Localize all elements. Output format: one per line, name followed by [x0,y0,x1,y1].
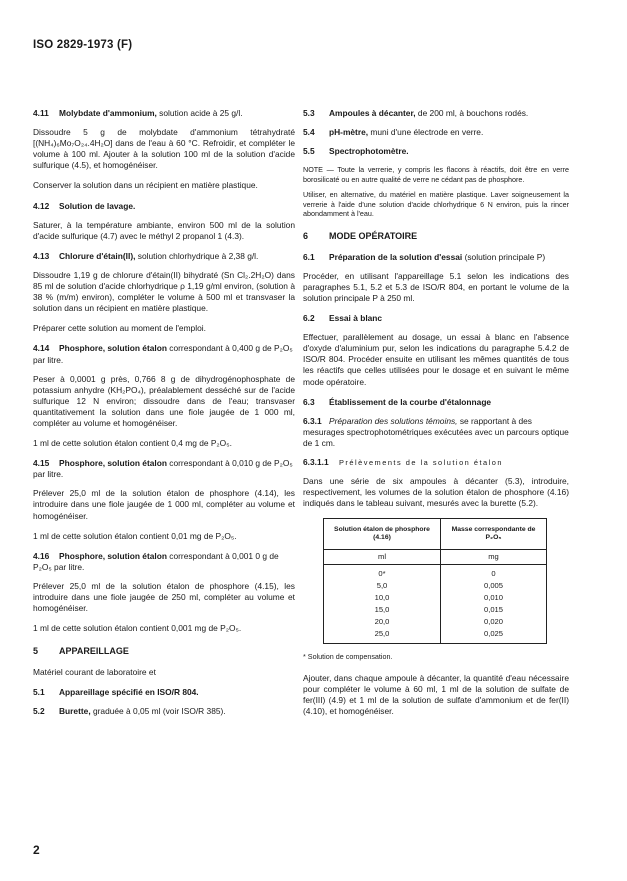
table-cell: 0,015 [484,605,504,615]
section-6-3-1-1-paragraph: Dans une série de six ampoules à décanter (5.3), introduire, respectivement, les volumes de la solution étalon de phosphore (4.16) indiqués dans le tableau suivant, mesurés avec la burette (5.2). [303,476,569,509]
section-4-14-paragraph: Peser à 0,0001 g près, 0,766 8 g de dihydrogénophosphate de potassium anhydre (KH₂PO₄), préalablement desséché sur de l'acide sulfurique 12 N environ; dissoudre dans de l'eau; transvaser quantitativement la solution dans une fiole jaugée de 1 000 ml, compléter au volume et homogénéiser. [33,373,295,428]
table-cell: 0,010 [484,593,504,603]
section-5-4-heading: 5.4 pH-mètre, muni d'une électrode en verre. [303,127,484,138]
table-unit-mass: mg [441,550,547,565]
section-6-3-heading: 6.3 Établissement de la courbe d'étalonnage [303,396,492,407]
section-4-11-paragraph: Conserver la solution dans un récipient en matière plastique. [33,180,258,191]
table-unit-volume: ml [324,550,441,565]
page-number: 2 [33,843,40,857]
section-4-12-heading: 4.12 Solution de lavage. [33,200,136,211]
left-column [33,108,295,725]
section-4-12-paragraph: Saturer, à la température ambiante, environ 500 ml de la solution d'acide sulfurique (4.7) avec le méthyl 2 propanol 1 (4.3). [33,219,295,241]
section-5-5-heading: 5.5 Spectrophotomètre. [303,146,409,157]
section-5-3-heading: 5.3 Ampoules à décanter, de 200 ml, à bouchons rodés. [303,108,529,118]
section-6-heading: 6 MODE OPÉRATOIRE [303,230,418,241]
section-4-11-paragraph: Dissoudre 5 g de molybdate d'ammonium tétrahydraté [(NH₄)₆Mo₇O₂₄.4H₂O] dans de l'eau à 60 °C. Refroidir, et compléter le volume à 100 ml. Ajouter à la solution 100 ml de la solution d'acide sulfurique (4.5), et homogénéiser. [33,127,295,171]
section-4-13-heading: 4.13 Chlorure d'étain(II), solution chlorhydrique à 2,38 g/l. [33,250,259,261]
section-6-2-heading: 6.2 Essai à blanc [303,313,383,324]
section-6-1-heading: 6.1 Préparation de la solution d'essai (solution principale P) [303,251,546,262]
section-4-13-paragraph: Dissoudre 1,19 g de chlorure d'étain(II) bihydraté (Sn Cl₂.2H₂O) dans 85 ml de solution d'acide chlorhydrique ρ 1,19 g/ml environ, (solution à 38 % (m/m) environ), compléter le volume à 500 ml et transvaser la solution dans un récipient en matière plastique. [33,269,295,314]
table-footnote: * Solution de compensation. [303,652,393,662]
note-paragraph: NOTE — Toute la verrerie, y compris les flacons à réactifs, doit être en verre borosilicaté ou en autre qualité de verre ne cédant pas de phosphore. [303,165,569,184]
section-5-paragraph: Matériel courant de laboratoire et [33,667,156,678]
table-cell: 0,020 [484,617,504,627]
section-4-14-paragraph: 1 ml de cette solution étalon contient 0,4 mg de P₂O₅. [33,438,232,449]
final-paragraph: Ajouter, dans chaque ampoule à décanter, la quantité d'eau nécessaire pour compléter le volume à 60 ml, 1 ml de la solution de sulfate de fer(III) (4.9) et 1 ml de la solution de sulfate d'ammonium et de fer(II) (4.10), et homogénéiser. [303,672,569,717]
table-cell: 25,0 [374,629,390,639]
section-4-15-paragraph: 1 ml de cette solution étalon contient 0,01 mg de P₂O₅. [33,530,237,541]
section-4-16-heading: 4.16 Phosphore, solution étalon correspondant à 0,001 0 g de P₂O₅ par litre. [33,550,279,572]
table-header-mass: Masse correspondante de P₂O₅ [441,519,547,550]
section-5-1-heading: 5.1 Appareillage spécifié en ISO/R 804. [33,687,199,698]
section-4-11-heading: 4.11 Molybdate d'ammonium, solution acide à 25 g/l. [33,108,243,118]
section-6-3-1-heading: 6.3.1 Préparation des solutions témoins, se rapportant à des mesurages spectrophotométriques exécutées avec un parcours optique de 1 cm. [303,415,569,448]
section-6-2-paragraph: Effectuer, parallèlement au dosage, un essai à blanc en l'absence d'oxyde d'aluminium pur, selon les indications du paragraphe 5.4.2 de ISO/R 804. Procéder ensuite en utilisant les mêmes quantités de tous les réactifs que celles utilisées pour le dosage et en suivant le même mode opératoire. [303,332,569,387]
table-cell: 0* [378,569,386,579]
table-header-volume: Solution étalon de phosphore (4.16) [324,519,441,550]
note-paragraph: Utiliser, en alternative, du matériel en matière plastique. Laver soigneusement la verrerie à l'aide d'une solution d'acide chlorhydrique 6 N environ, puis la rincer abondamment à l'eau. [303,190,569,219]
section-4-16-paragraph: Prélever 25,0 ml de la solution étalon de phosphore (4.15), les introduire dans une fiole jaugée de 250 ml, compléter au volume et homogénéiser. [33,580,295,614]
section-4-15-paragraph: Prélever 25,0 ml de la solution étalon de phosphore (4.14), les introduire dans une fiole jaugée de 1 000 ml, compléter au volume et homogénéiser. [33,488,295,521]
table-volume-values [324,565,441,644]
right-column [303,108,569,726]
section-4-16-paragraph: 1 ml de cette solution étalon contient 0,001 mg de P₂O₅. [33,623,242,634]
section-4-13-paragraph: Préparer cette solution au moment de l'emploi. [33,323,206,334]
calibration-table [323,518,547,644]
table-cell: 10,0 [374,593,390,603]
section-4-14-heading: 4.14 Phosphore, solution étalon correspondant à 0,400 g de P₂O₅ par litre. [33,343,293,365]
table-cell: 15,0 [374,605,390,615]
table-cell: 5,0 [376,581,388,591]
table-cell: 0,005 [484,581,504,591]
document-header: ISO 2829-1973 (F) [33,39,133,51]
section-5-heading: 5 APPAREILLAGE [33,646,129,657]
section-6-1-paragraph: Procéder, en utilisant l'appareillage 5.1 selon les indications des paragraphes 5.1, 5.2 et 5.3 de ISO/R 804, en portant le volume de la solution principale P à 250 ml. [303,270,569,303]
table-mass-values [441,565,547,644]
table-cell: 0 [491,569,496,579]
section-6-3-1-1-heading: 6.3.1.1 Prélèvements de la solution étalon [303,456,503,467]
section-5-2-heading: 5.2 Burette, graduée à 0,05 ml (voir ISO/R 385). [33,706,226,717]
table-cell: 20,0 [374,617,390,627]
table-cell: 0,025 [484,629,504,639]
section-4-15-heading: 4.15 Phosphore, solution étalon correspondant à 0,010 g de P₂O₅ par litre. [33,458,293,480]
